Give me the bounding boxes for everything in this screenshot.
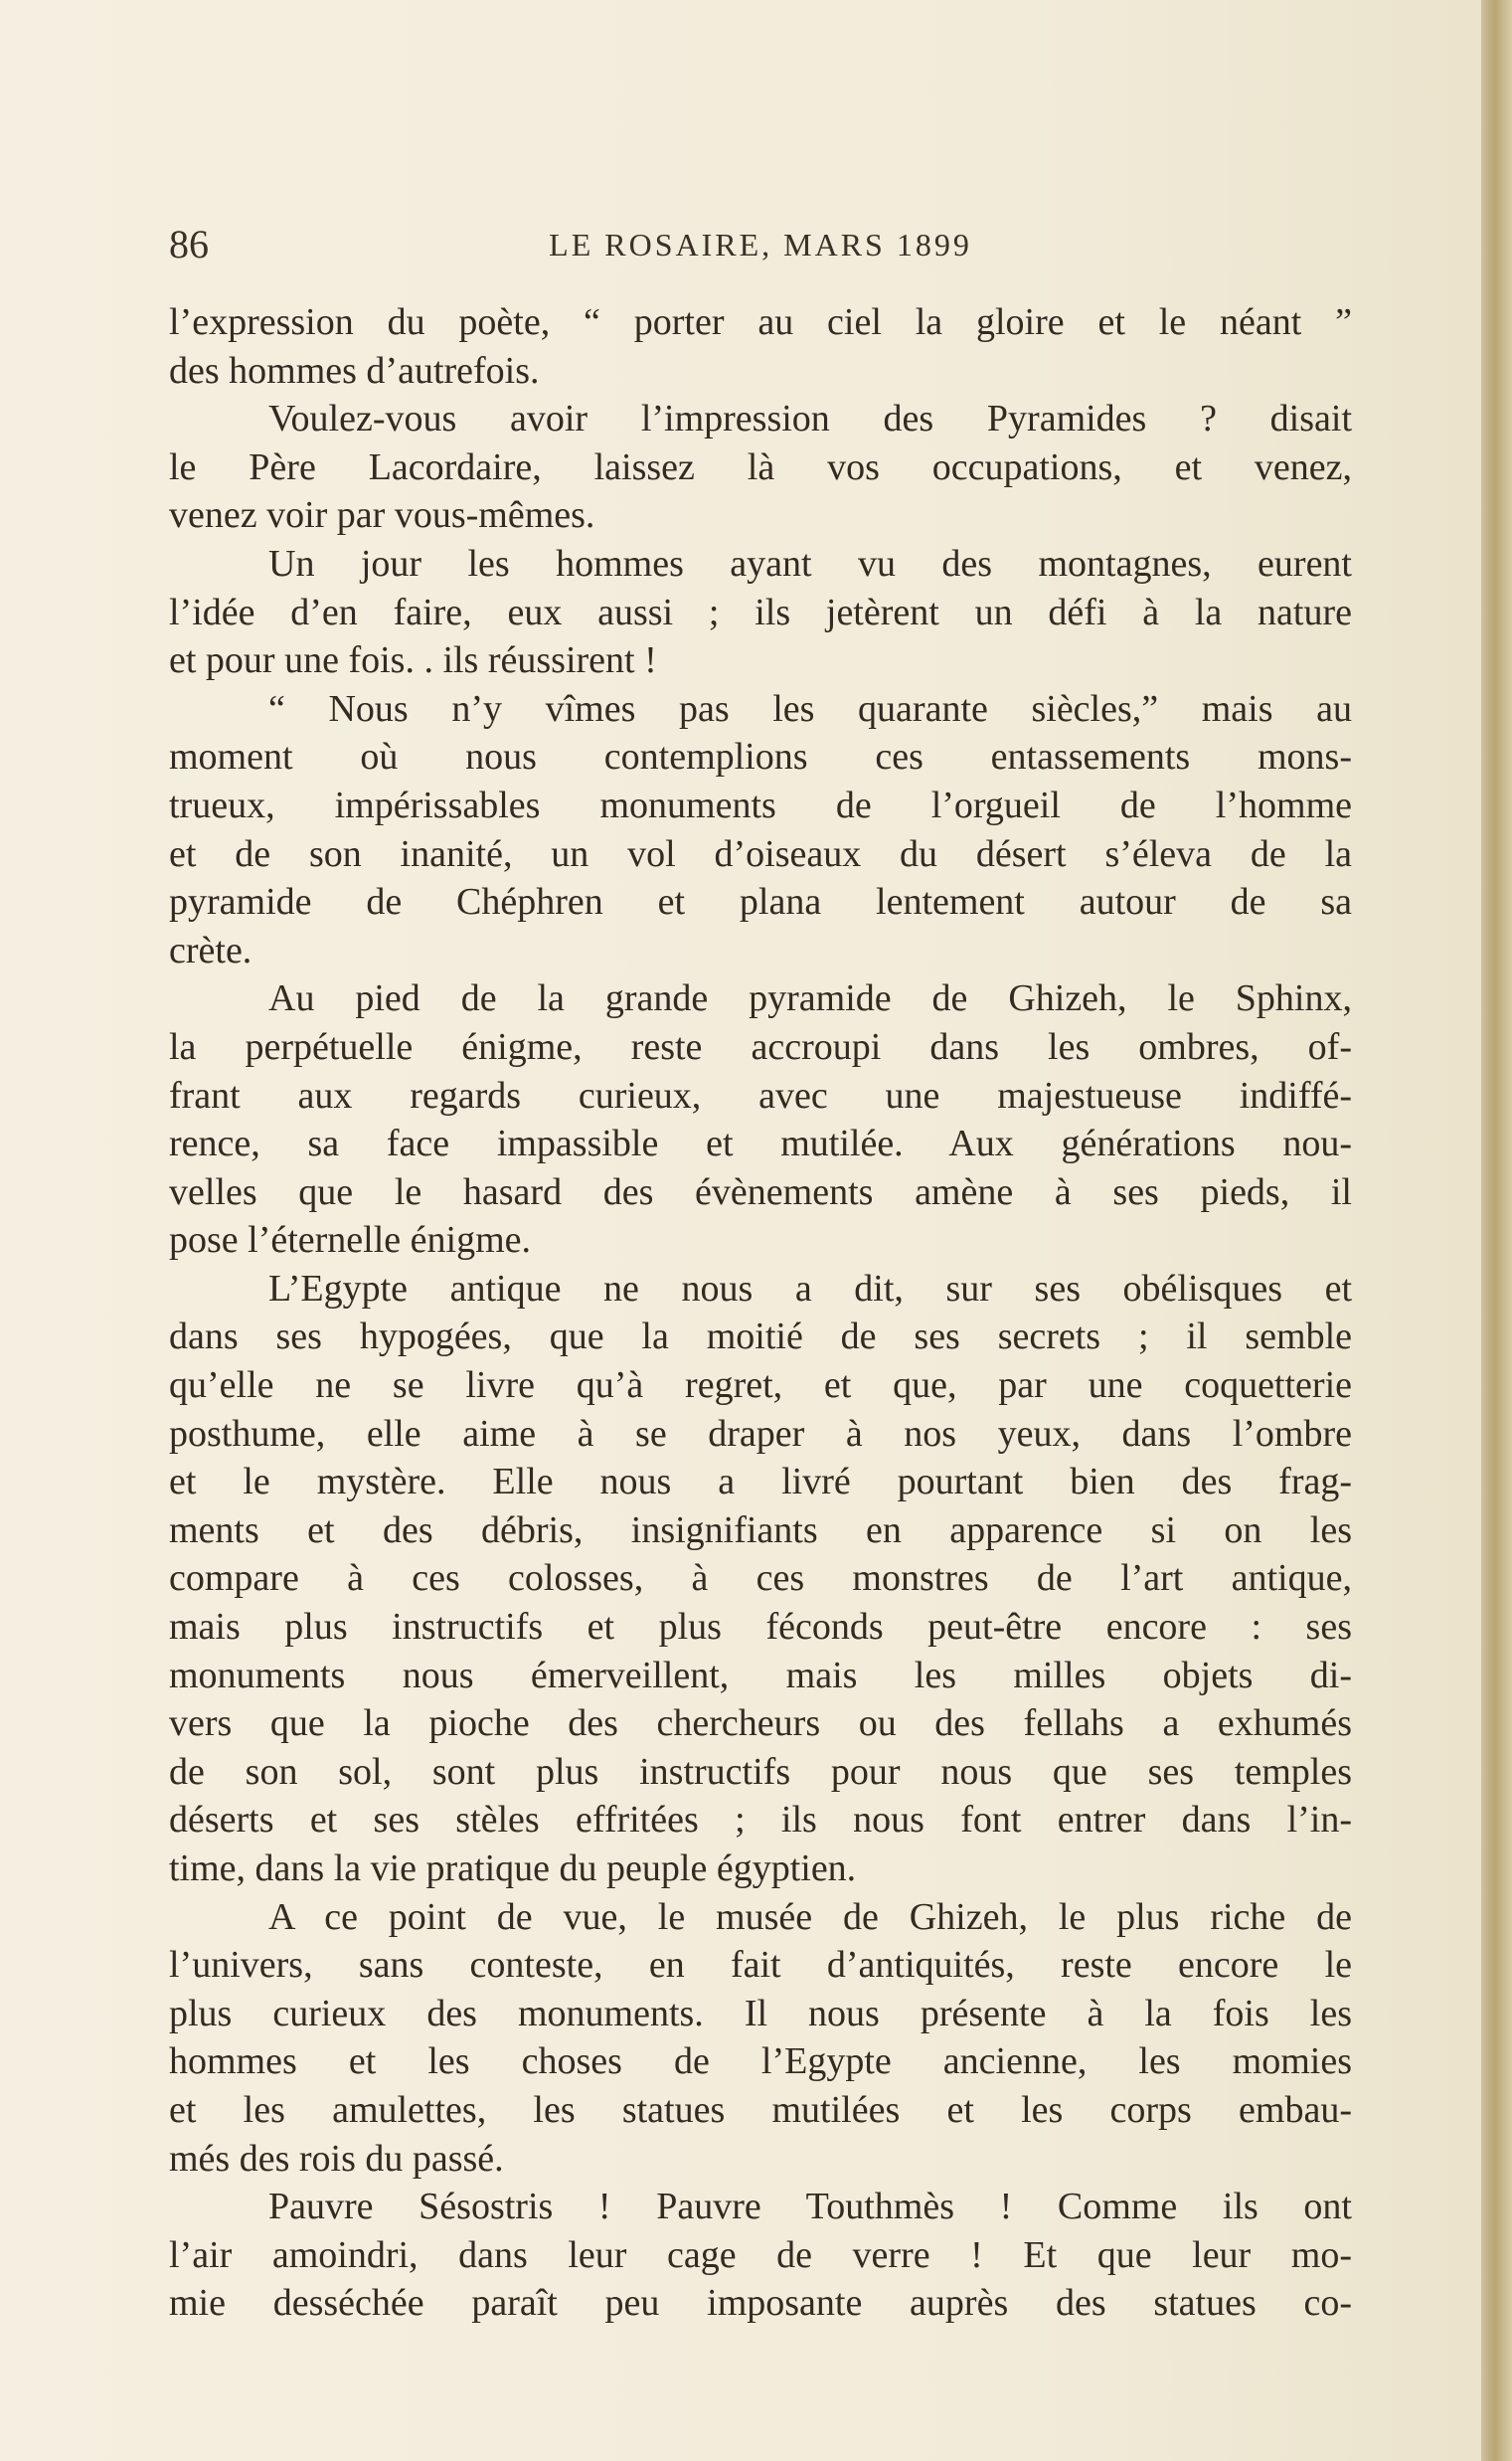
text-line: de son sol, sont plus instructifs pour nous que ses temples — [169, 1750, 1352, 1793]
text-line: velles que le hasard des évènements amène à ses pieds, il — [169, 1170, 1352, 1213]
body-text — [169, 298, 1352, 2328]
text-line: Un jour les hommes ayant vu des montagnes, eurent — [268, 542, 1352, 585]
text-line: hommes et les choses de l’Egypte ancienne, les momies — [169, 2040, 1352, 2083]
text-line: compare à ces colosses, à ces monstres de l’art antique, — [169, 1557, 1352, 1600]
text-line: posthume, elle aime à se draper à nos yeux, dans l’ombre — [169, 1412, 1352, 1455]
text-line: et les amulettes, les statues mutilées et les corps embau- — [169, 2088, 1352, 2131]
text-line: l’expression du poète, “ porter au ciel la gloire et le néant ” — [169, 301, 1352, 343]
text-line: L’Egypte antique ne nous a dit, sur ses obélisques et — [268, 1267, 1352, 1310]
text-line: time, dans la vie pratique du peuple égyptien. — [169, 1847, 857, 1889]
text-line: rence, sa face impassible et mutilée. Aux générations nou- — [169, 1123, 1352, 1165]
text-line: pose l’éternelle énigme. — [169, 1219, 532, 1262]
text-line: monuments nous émerveillent, mais les milles objets di- — [169, 1654, 1352, 1696]
text-line: pyramide de Chéphren et plana lentement autour de sa — [169, 881, 1352, 924]
text-line: et de son inanité, un vol d’oiseaux du désert s’éleva de la — [169, 832, 1352, 875]
text-line: Voulez-vous avoir l’impression des Pyramides ? disait — [268, 398, 1352, 440]
text-line: et le mystère. Elle nous a livré pourtant bien des frag- — [169, 1461, 1352, 1503]
text-line: Au pied de la grande pyramide de Ghizeh, le Sphinx, — [268, 977, 1352, 1020]
text-line: plus curieux des monuments. Il nous présente à la fois les — [169, 1992, 1352, 2034]
text-line: Pauvre Sésostris ! Pauvre Touthmès ! Comme ils ont — [268, 2186, 1352, 2228]
text-line: vers que la pioche des chercheurs ou des fellahs a exhumés — [169, 1702, 1352, 1745]
text-line: A ce point de vue, le musée de Ghizeh, le plus riche de — [268, 1895, 1352, 1938]
page-number: 86 — [169, 222, 209, 266]
text-line: l’air amoindri, dans leur cage de verre ! Et que leur mo- — [169, 2233, 1352, 2276]
text-line: més des rois du passé. — [169, 2137, 504, 2180]
text-line: frant aux regards curieux, avec une majestueuse indiffé- — [169, 1074, 1352, 1117]
text-line: déserts et ses stèles effritées ; ils nous font entrer dans l’in- — [169, 1799, 1352, 1842]
text-line: l’idée d’en faire, eux aussi ; ils jetèrent un défi à la nature — [169, 591, 1352, 633]
text-line: “ Nous n’y vîmes pas les quarante siècles,” mais au — [268, 687, 1352, 730]
text-line: et pour une fois. . ils réussirent ! — [169, 639, 657, 682]
text-line: crète. — [169, 929, 252, 971]
text-line: le Père Lacordaire, laissez là vos occupations, et venez, — [169, 445, 1352, 488]
text-line: mais plus instructifs et plus féconds peut-être encore : ses — [169, 1606, 1352, 1649]
page-header — [169, 221, 1352, 280]
text-line: ments et des débris, insignifiants en apparence si on les — [169, 1508, 1352, 1551]
text-line: moment où nous contemplions ces entassements mons- — [169, 736, 1352, 779]
running-head: LE ROSAIRE, MARS 1899 — [549, 227, 972, 263]
page-edge — [1481, 0, 1512, 2461]
text-line: venez voir par vous-mêmes. — [169, 494, 595, 537]
text-line: dans ses hypogées, que la moitié de ses secrets ; il semble — [169, 1316, 1352, 1358]
text-line: des hommes d’autrefois. — [169, 349, 540, 392]
text-line: la perpétuelle énigme, reste accroupi dans les ombres, of- — [169, 1025, 1352, 1068]
text-line: qu’elle ne se livre qu’à regret, et que, par une coquetterie — [169, 1364, 1352, 1407]
text-line: mie desséchée paraît peu imposante auprès des statues co- — [169, 2282, 1352, 2325]
text-line: trueux, impérissables monuments de l’orgueil de l’homme — [169, 784, 1352, 826]
text-line: l’univers, sans conteste, en fait d’antiquités, reste encore le — [169, 1944, 1352, 1987]
